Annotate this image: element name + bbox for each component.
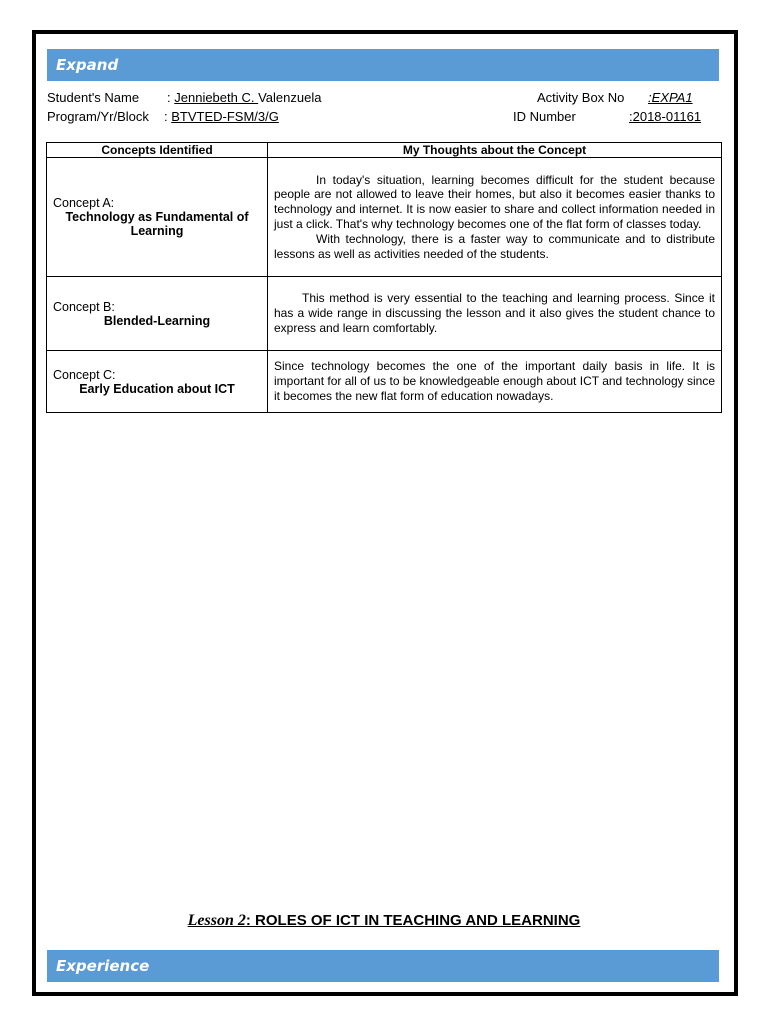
- table-row: [47, 158, 722, 277]
- concept-b-cell: [47, 277, 268, 351]
- table-row: [47, 351, 722, 413]
- concept-c-label: Concept C:: [53, 367, 116, 382]
- student-name-value: : Jenniebeth C. Valenzuela: [167, 90, 322, 105]
- thoughts-column-header: My Thoughts about the Concept: [268, 143, 722, 158]
- concept-a-thought-1: In today's situation, learning becomes difficult for the student because people are not allowed to leave their homes, but also it becomes easier thanks to technology and internet. It is now easier to share and collect information needed in just a click. That's why technology becomes one of the flat form of classes today.: [274, 172, 715, 231]
- expand-section-bar: Expand: [47, 49, 719, 81]
- program-value: : BTVTED-FSM/3/G: [164, 109, 279, 124]
- activity-box-label: Activity Box No: [537, 90, 625, 105]
- concepts-table: [46, 142, 722, 413]
- lesson-title: : ROLES OF ICT IN TEACHING AND LEARNING: [245, 912, 581, 929]
- concept-b-name: Blended-Learning: [103, 313, 211, 328]
- program-code: BTVTED-FSM/3/G: [171, 109, 279, 124]
- activity-box-value: :EXPA1: [648, 90, 693, 105]
- concept-b-thoughts: [268, 277, 722, 351]
- concept-c-thought-1: Since technology becomes the one of the important daily basis in life. It is important for all of us to be knowledgeable enough about ICT and technology since it becomes the new flat form of education nowadays.: [274, 359, 715, 403]
- concept-a-label: Concept A:: [53, 196, 115, 210]
- student-name-label: Student's Name: [47, 90, 140, 105]
- student-name-rest: Valenzuela: [258, 90, 322, 105]
- student-name-underlined: Jenniebeth C.: [174, 90, 259, 105]
- concepts-column-header: Concepts Identified: [47, 143, 268, 158]
- program-label: Program/Yr/Block: [47, 109, 149, 124]
- concept-c-name: Early Education about ICT: [79, 381, 235, 396]
- concept-a-name: Technology as Fundamental of Learning: [65, 210, 249, 238]
- concept-c-thoughts: [268, 351, 722, 413]
- table-row: [47, 277, 722, 351]
- concept-a-cell: [47, 158, 268, 277]
- id-number-label: ID Number: [513, 109, 576, 124]
- id-number-value: :2018-01161: [629, 109, 702, 124]
- concept-a-thoughts: [268, 158, 722, 277]
- concept-b-label: Concept B:: [53, 299, 115, 314]
- table-header-row: [47, 143, 722, 158]
- lesson-number: Lesson 2: [187, 912, 246, 929]
- experience-section-bar: Experience: [47, 950, 719, 982]
- lesson-heading: [0, 912, 768, 930]
- concept-a-thought-2: With technology, there is a faster way to communicate and to distribute lessons as well as activities needed of the students.: [274, 231, 715, 261]
- concept-c-cell: [47, 351, 268, 413]
- concept-b-thought-1: This method is very essential to the teaching and learning process. Since it has a wide range in discussing the lesson and it also gives the student chance to express and learn comfortably.: [274, 291, 715, 335]
